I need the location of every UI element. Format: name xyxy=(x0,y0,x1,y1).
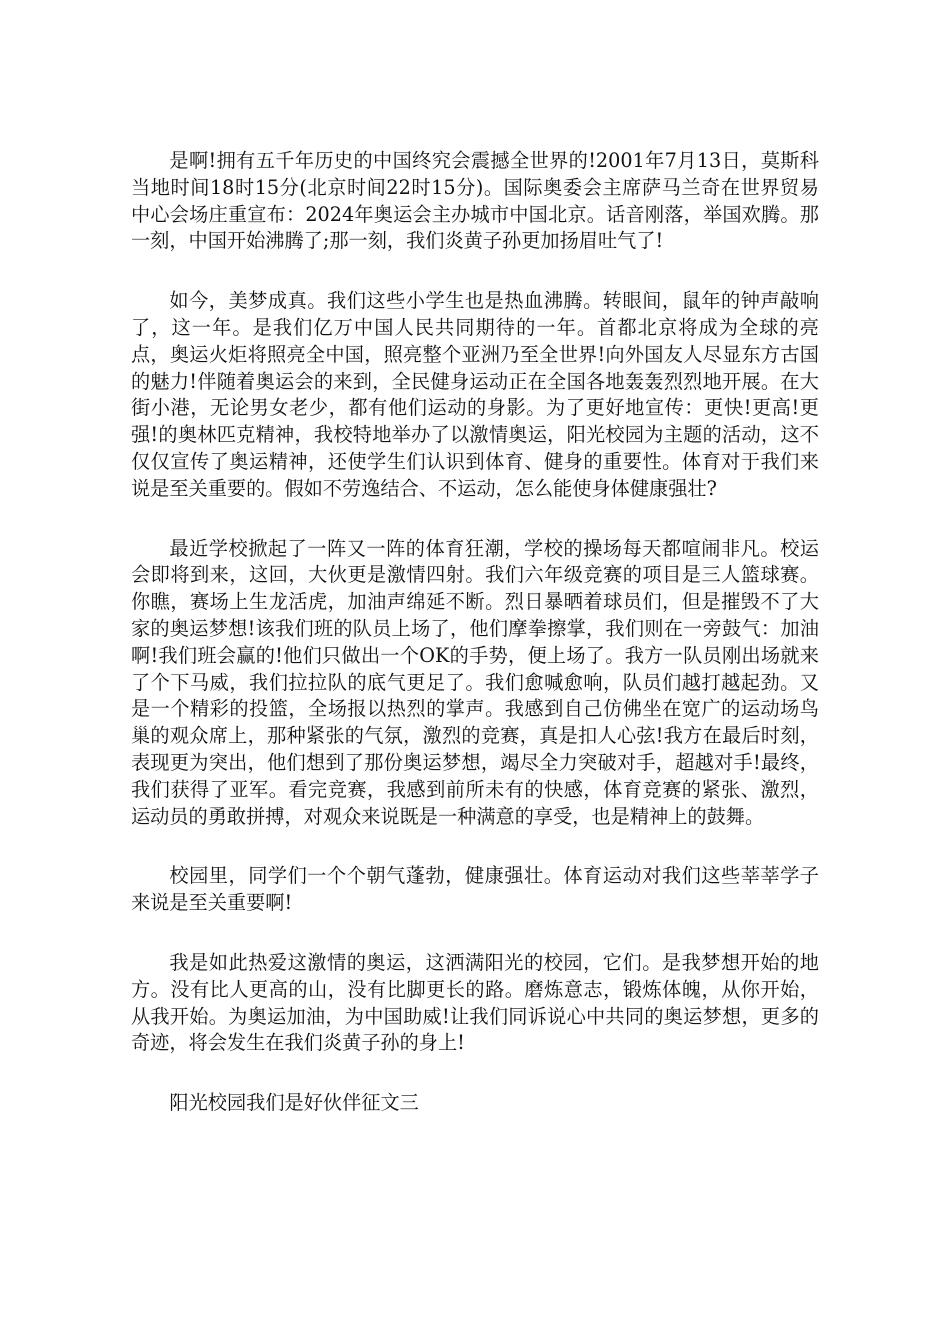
document-body xyxy=(131,148,819,1117)
section-heading: 阳光校园我们是好伙伴征文三 xyxy=(169,1091,419,1115)
paragraph-5: 我是如此热爱这激情的奥运，这洒满阳光的校园，它们。是我梦想开始的地方。没有比人更高的山，没有比脚更长的路。磨炼意志，锻炼体魄，从你开始，从我开始。为奥运加油，为中国助威!让我们同诉说心中共同的奥运梦想，更多的奇迹，将会发生在我们炎黄子孙的身上! xyxy=(131,950,819,1055)
paragraph-1: 是啊!拥有五千年历史的中国终究会震撼全世界的!2001年7月13日，莫斯科当地时间18时15分(北京时间22时15分)。国际奥委会主席萨马兰奇在世界贸易中心会场庄重宣布：2024年奥运会主办城市中国北京。话音刚落，举国欢腾。那一刻，中国开始沸腾了;那一刻，我们炎黄子孙更加扬眉吐气了! xyxy=(131,149,819,253)
paragraph-4: 校园里，同学们一个个朝气蓬勃，健康强壮。体育运动对我们这些莘莘学子来说是至关重要啊! xyxy=(131,864,819,915)
paragraph-3: 最近学校掀起了一阵又一阵的体育狂潮，学校的操场每天都喧闹非凡。校运会即将到来，这回，大伙更是激情四射。我们六年级竞赛的项目是三人篮球赛。你瞧，赛场上生龙活虎，加油声绵延不断。烈日暴晒着球员们，但是摧毁不了大家的奥运梦想!该我们班的队员上场了，他们摩拳擦掌，我们则在一旁鼓气：加油啊!我们班会赢的!他们只做出一个OK的手势，便上场了。我方一队员刚出场就来了个下马威，我们拉拉队的底气更足了。我们愈喊愈响，队员们越打越起劲。又是一个精彩的投篮，全场报以热烈的掌声。我感到自己仿佛坐在宽广的运动场鸟巢的观众席上，那种紧张的气氛，激烈的竞赛，真是扣人心弦!我方在最后时刻，表现更为突出，他们想到了那份奥运梦想，竭尽全力突破对手，超越对手!最终，我们获得了亚军。看完竞赛，我感到前所未有的快感，体育竞赛的紧张、激烈，运动员的勇敢拼搏，对观众来说既是一种满意的享受，也是精神上的鼓舞。 xyxy=(131,536,819,828)
paragraph-2: 如今，美梦成真。我们这些小学生也是热血沸腾。转眼间，鼠年的钟声敲响了，这一年。是我们亿万中国人民共同期待的一年。首都北京将成为全球的亮点，奥运火炬将照亮全中国，照亮整个亚洲乃至全世界!向外国友人尽显东方古国的魅力!伴随着奥运会的来到，全民健身运动正在全国各地轰轰烈烈地开展。在大街小港，无论男女老少，都有他们运动的身影。为了更好地宣传：更快!更高!更强!的奥林匹克精神，我校特地举办了以激情奥运，阳光校园为主题的活动，这不仅仅宣传了奥运精神，还使学生们认识到体育、健身的重要性。体育对于我们来说是至关重要的。假如不劳逸结合、不运动，怎么能使身体健康强壮? xyxy=(131,289,819,500)
